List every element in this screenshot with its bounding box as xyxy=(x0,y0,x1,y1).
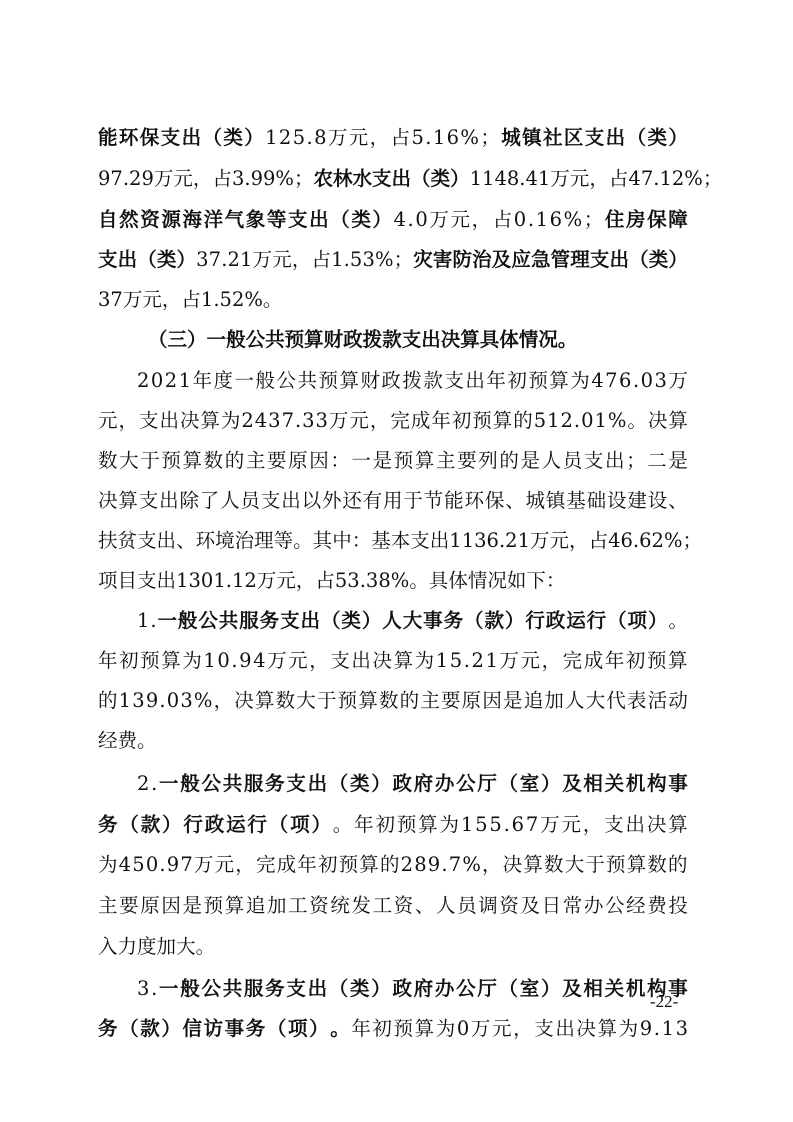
text-line: 9 7 . 2 9 万 元 ， 占 3 . 9 9 % ； 农 林 水 支 出 （ 类 ） 1 1 4 8 . 4 1 万 元 ， 占 4 7 . 1 2 % ； xyxy=(98,167,723,190)
text-line: 3 . 一 般 公 共 服 务 支 出 （ 类 ） 政 府 办 公 厅 （ 室 ） 及 相 关 机 构 事 xyxy=(137,977,688,1000)
text-line: （ 三 ） 一 般 公 共 预 算 财 政 拨 款 支 出 决 算 具 体 情 况 。 xyxy=(148,328,578,351)
text-line: 的 1 3 9 . 0 3 % ， 决 算 数 大 于 预 算 数 的 主 要 原 因 是 追 加 人 大 代 表 活 动 xyxy=(98,689,688,712)
text-line: 1 . 一 般 公 共 服 务 支 出 （ 类 ） 人 大 事 务 （ 款 ） 行 政 运 行 （ 项 ） 。 xyxy=(137,609,688,632)
text-line: 经 费 。 xyxy=(98,729,157,752)
text-line: 入 力 度 加 大 。 xyxy=(98,935,216,958)
text-line: 2 . 一 般 公 共 服 务 支 出 （ 类 ） 政 府 办 公 厅 （ 室 ） 及 相 关 机 构 事 xyxy=(137,772,688,795)
text-line: 3 7 万 元 ， 占 1 . 5 2 % 。 xyxy=(98,288,283,311)
text-line: 项 目 支 出 1 3 0 1 . 1 2 万 元 ， 占 5 3 . 3 8 % 。 具 体 情 况 如 下 ： xyxy=(98,569,566,592)
text-line: 务 （ 款 ） 行 政 运 行 （ 项 ） 。 年 初 预 算 为 1 5 5 . 6 7 万 元 ， 支 出 决 算 xyxy=(98,813,688,836)
text-line: 能 环 保 支 出 （ 类 ） 1 2 5 . 8 万 元 ， 占 5 . 1 6 % ； 城 镇 社 区 支 出 （ 类 ） xyxy=(98,126,688,149)
text-line: 决 算 支 出 除 了 人 员 支 出 以 外 还 有 用 于 节 能 环 保 、 城 镇 基 础 设 建 设 、 xyxy=(98,489,688,512)
text-line: 为 4 5 0 . 9 7 万 元 ， 完 成 年 初 预 算 的 2 8 9 . 7 % ， 决 算 数 大 于 预 算 数 的 xyxy=(98,853,688,876)
text-line: 支 出 （ 类 ） 3 7 . 2 1 万 元 ， 占 1 . 5 3 % ； 灾 害 防 治 及 应 急 管 理 支 出 （ 类 ） xyxy=(98,248,688,271)
text-line: 数 大 于 预 算 数 的 主 要 原 因 ： 一 是 预 算 主 要 列 的 是 人 员 支 出 ； 二 是 xyxy=(98,449,688,472)
text-line: 主 要 原 因 是 预 算 追 加 工 资 统 发 工 资 、 人 员 调 资 及 日 常 办 公 经 费 投 xyxy=(98,894,688,917)
text-line: 元 ， 支 出 决 算 为 2 4 3 7 . 3 3 万 元 ， 完 成 年 初 预 算 的 5 1 2 . 0 1 % 。 决 算 xyxy=(98,409,688,432)
text-line: 务 （ 款 ） 信 访 事 务 （ 项 ） 。 年 初 预 算 为 0 万 元 ， 支 出 决 算 为 9 . 1 3 xyxy=(98,1017,688,1040)
text-line: 年 初 预 算 为 1 0 . 9 4 万 元 ， 支 出 决 算 为 1 5 . 2 1 万 元 ， 完 成 年 初 预 算 xyxy=(98,649,688,672)
text-line: 扶 贫 支 出 、 环 境 治 理 等 。 其 中 ： 基 本 支 出 1 1 3 6 . 2 1 万 元 ， 占 4 6 . 6 2 % ； xyxy=(98,529,703,552)
text-line: 自 然 资 源 海 洋 气 象 等 支 出 （ 类 ） 4 . 0 万 元 ， 占 0 . 1 6 % ； 住 房 保 障 xyxy=(98,208,688,231)
page-number: -22- xyxy=(650,992,679,1011)
text-line: 2 0 2 1 年 度 一 般 公 共 预 算 财 政 拨 款 支 出 年 初 预 算 为 4 7 6 . 0 3 万 xyxy=(137,369,688,392)
